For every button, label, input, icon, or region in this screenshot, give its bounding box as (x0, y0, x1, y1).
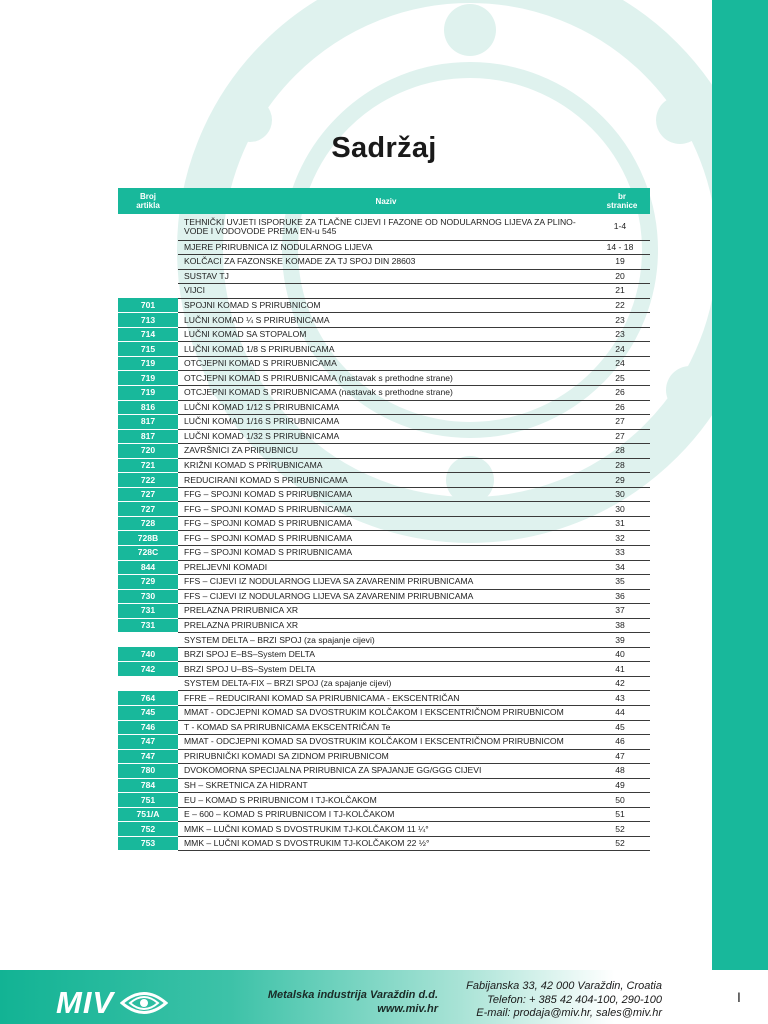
item-name-line: FFG – SPOJNI KOMAD S PRIRUBNICAMA (184, 503, 353, 514)
page-number: I (737, 989, 741, 1005)
article-number-cell: 740 (118, 647, 178, 662)
table-row[interactable] (118, 269, 650, 284)
article-number-cell (118, 633, 178, 648)
table-row[interactable] (118, 327, 650, 342)
item-name-cell (178, 720, 594, 735)
company-website[interactable]: www.miv.hr (377, 1003, 438, 1015)
item-name-cell (178, 502, 594, 517)
table-row[interactable] (118, 749, 650, 764)
page-number-cell: 24 (594, 356, 650, 371)
table-row[interactable] (118, 516, 650, 531)
item-name-line: LUČNI KOMAD SA STOPALOM (184, 329, 307, 340)
page-number-cell: 14 - 18 (594, 240, 650, 255)
item-name-cell (178, 836, 594, 851)
eye-logo-icon (120, 988, 168, 1018)
page-number-cell: 22 (594, 298, 650, 313)
item-name-cell (178, 676, 594, 691)
item-name-cell (178, 342, 594, 357)
item-name-cell (178, 516, 594, 531)
company-info (222, 988, 438, 1016)
item-name-cell (178, 764, 594, 779)
page-number-cell: 26 (594, 385, 650, 400)
item-name-cell (178, 214, 594, 240)
address-phone: Telefon: + 385 42 404-100, 290-100 (487, 993, 662, 1006)
header-article-number (118, 188, 178, 214)
item-name-cell (178, 662, 594, 677)
item-name-line: ZAVRŠNICI ZA PRIRUBNICU (184, 445, 298, 456)
item-name-cell (178, 531, 594, 546)
table-row[interactable] (118, 778, 650, 793)
item-name-line: SYSTEM DELTA – BRZI SPOJ (za spajanje cijevi) (184, 634, 375, 645)
item-name-cell (178, 545, 594, 560)
table-row[interactable] (118, 284, 650, 299)
item-name-cell (178, 589, 594, 604)
table-header-row (118, 188, 650, 214)
item-name-line: LUČNI KOMAD 1/12 S PRIRUBNICAMA (184, 401, 340, 412)
item-name-line: KOLČACI ZA FAZONSKE KOMADE ZA TJ SPOJ DIN 28603 (184, 256, 416, 267)
item-name-line: BRZI SPOJ U–BS–System DELTA (184, 663, 316, 674)
page-number-cell: 19 (594, 255, 650, 270)
article-number-cell: 742 (118, 662, 178, 677)
item-name-line: TEHNIČKI UVJETI ISPORUKE ZA TLAČNE CIJEVI I FAZONE OD NODULARNOG LIJEVA ZA PLINO- (184, 216, 576, 227)
item-name-line: OTCJEPNI KOMAD S PRIRUBNICAMA (nastavak s prethodne strane) (184, 372, 453, 383)
article-number-cell: 713 (118, 313, 178, 328)
page-number-cell: 50 (594, 793, 650, 808)
article-number-cell: 745 (118, 706, 178, 721)
contents-table-body (118, 214, 650, 851)
article-number-cell: 729 (118, 575, 178, 590)
table-row[interactable] (118, 444, 650, 459)
article-number-cell: 764 (118, 691, 178, 706)
item-name-cell (178, 604, 594, 619)
article-number-cell: 817 (118, 429, 178, 444)
page-number-cell: 33 (594, 545, 650, 560)
item-name-cell (178, 618, 594, 633)
table-row[interactable] (118, 720, 650, 735)
item-name-line: OTCJEPNI KOMAD S PRIRUBNICAMA (nastavak s prethodne strane) (184, 387, 453, 398)
page-number-cell: 52 (594, 822, 650, 837)
page-number-cell: 23 (594, 327, 650, 342)
page-number-cell: 45 (594, 720, 650, 735)
item-name-line: PRELAZNA PRIRUBNICA XR (184, 619, 299, 630)
item-name-cell (178, 647, 594, 662)
item-name-cell (178, 313, 594, 328)
table-row[interactable] (118, 589, 650, 604)
article-number-cell (118, 284, 178, 299)
page-number-cell: 47 (594, 749, 650, 764)
header-page (594, 188, 650, 214)
item-name-line: PRELAZNA PRIRUBNICA XR (184, 605, 299, 616)
article-number-cell: 730 (118, 589, 178, 604)
item-name-cell (178, 371, 594, 386)
item-name-line: LUČNI KOMAD 1/32 S PRIRUBNICAMA (184, 430, 340, 441)
table-row[interactable] (118, 764, 650, 779)
item-name-line: KRIŽNI KOMAD S PRIRUBNICAMA (184, 459, 323, 470)
item-name-cell (178, 575, 594, 590)
table-row[interactable] (118, 473, 650, 488)
article-number-cell: 722 (118, 473, 178, 488)
table-row[interactable] (118, 822, 650, 837)
article-number-cell: 752 (118, 822, 178, 837)
article-number-cell: 727 (118, 502, 178, 517)
item-name-cell (178, 429, 594, 444)
company-logo (56, 985, 168, 1021)
page-number-cell: 35 (594, 575, 650, 590)
item-name-line: FFS – CIJEVI IZ NODULARNOG LIJEVA SA ZAVARENIM PRIRUBNICAMA (184, 576, 474, 587)
article-number-cell: 780 (118, 764, 178, 779)
table-row[interactable] (118, 458, 650, 473)
company-address (440, 980, 662, 1021)
item-name-line: FFG – SPOJNI KOMAD S PRIRUBNICAMA (184, 489, 353, 500)
page-number-cell: 30 (594, 502, 650, 517)
table-row[interactable] (118, 356, 650, 371)
item-name-line: BRZI SPOJ E–BS–System DELTA (184, 649, 316, 660)
page-number-cell: 24 (594, 342, 650, 357)
table-row[interactable] (118, 502, 650, 517)
page-number-cell: 32 (594, 531, 650, 546)
page-number-cell: 34 (594, 560, 650, 575)
page-number-cell: 29 (594, 473, 650, 488)
item-name-line: PRELJEVNI KOMADI (184, 561, 268, 572)
item-name-line: OTCJEPNI KOMAD S PRIRUBNICAMA (184, 358, 337, 369)
article-number-cell: 746 (118, 720, 178, 735)
item-name-cell (178, 284, 594, 299)
item-name-line: EU – KOMAD S PRIRUBNICOM I TJ-KOLČAKOM (184, 794, 377, 805)
item-name-line: MMK – LUČNI KOMAD S DVOSTRUKIM TJ-KOLČAKOM 11 ¼° (184, 823, 429, 834)
page-number-cell: 46 (594, 735, 650, 750)
article-number-cell (118, 676, 178, 691)
header-article-number-line2: artikla (136, 201, 160, 210)
item-name-line: VODE I VODOVODE PREMA EN-u 545 (184, 225, 337, 236)
logo-text: MIV (56, 985, 115, 1020)
page-number-cell: 48 (594, 764, 650, 779)
table-row[interactable] (118, 214, 650, 240)
item-name-line: T - KOMAD SA PRIRUBNICAMA EKSCENTRIČAN Te (184, 721, 391, 732)
item-name-cell (178, 706, 594, 721)
article-number-cell (118, 240, 178, 255)
item-name-cell (178, 240, 594, 255)
article-number-cell: 714 (118, 327, 178, 342)
article-number-cell: 844 (118, 560, 178, 575)
page-number-cell: 49 (594, 778, 650, 793)
page-number-cell: 52 (594, 836, 650, 851)
page-number-cell: 37 (594, 604, 650, 619)
item-name-line: REDUCIRANI KOMAD S PRIRUBNICAMA (184, 474, 348, 485)
item-name-line: FFS – CIJEVI IZ NODULARNOG LIJEVA SA ZAVARENIM PRIRUBNICAMA (184, 590, 474, 601)
page-number-cell: 38 (594, 618, 650, 633)
page-number-cell: 1-4 (594, 214, 650, 240)
item-name-line: FFG – SPOJNI KOMAD S PRIRUBNICAMA (184, 532, 353, 543)
item-name-cell (178, 560, 594, 575)
item-name-cell (178, 633, 594, 648)
item-name-cell (178, 778, 594, 793)
article-number-cell: 747 (118, 749, 178, 764)
item-name-cell (178, 356, 594, 371)
item-name-line: PRIRUBNIČKI KOMADI SA ZIDNOM PRIRUBNICOM (184, 750, 389, 761)
table-row[interactable] (118, 662, 650, 677)
table-row[interactable] (118, 415, 650, 430)
table-row[interactable] (118, 342, 650, 357)
article-number-cell: 715 (118, 342, 178, 357)
table-row[interactable] (118, 647, 650, 662)
item-name-cell (178, 255, 594, 270)
item-name-line: SYSTEM DELTA-FIX – BRZI SPOJ (za spajanje cijevi) (184, 678, 392, 689)
table-row[interactable] (118, 560, 650, 575)
article-number-cell: 817 (118, 415, 178, 430)
company-name: Metalska industrija Varaždin d.d. (267, 989, 438, 1001)
table-row[interactable] (118, 793, 650, 808)
page-number-cell: 27 (594, 415, 650, 430)
item-name-cell (178, 444, 594, 459)
page-number-cell: 28 (594, 458, 650, 473)
article-number-cell: 727 (118, 487, 178, 502)
header-name: Naziv (178, 188, 594, 214)
table-row[interactable] (118, 298, 650, 313)
table-row[interactable] (118, 255, 650, 270)
item-name-line: DVOKOMORNA SPECIJALNA PRIRUBNICA ZA SPAJANJE GG/GGG CIJEVI (184, 765, 482, 776)
header-article-number-line1: Broj (140, 192, 156, 201)
table-row[interactable] (118, 706, 650, 721)
article-number-cell: 728 (118, 516, 178, 531)
article-number-cell (118, 214, 178, 240)
article-number-cell: 728B (118, 531, 178, 546)
item-name-line: FFG – SPOJNI KOMAD S PRIRUBNICAMA (184, 547, 353, 558)
table-row[interactable] (118, 240, 650, 255)
item-name-cell (178, 473, 594, 488)
item-name-cell (178, 793, 594, 808)
item-name-line: FFG – SPOJNI KOMAD S PRIRUBNICAMA (184, 518, 353, 529)
item-name-cell (178, 822, 594, 837)
item-name-line: SPOJNI KOMAD S PRIRUBNICOM (184, 299, 321, 310)
table-row[interactable] (118, 429, 650, 444)
page-number-cell: 44 (594, 706, 650, 721)
page-title: Sadržaj (331, 132, 437, 164)
table-row[interactable] (118, 633, 650, 648)
table-row[interactable] (118, 400, 650, 415)
item-name-cell (178, 415, 594, 430)
table-row[interactable] (118, 313, 650, 328)
page-number-cell: 21 (594, 284, 650, 299)
table-row[interactable] (118, 836, 650, 851)
article-number-cell: 731 (118, 604, 178, 619)
page-number-cell: 30 (594, 487, 650, 502)
article-number-cell (118, 269, 178, 284)
item-name-line: FFRE – REDUCIRANI KOMAD SA PRIRUBNICAMA - EKSCENTRIČAN (184, 692, 460, 703)
article-number-cell: 719 (118, 371, 178, 386)
page-number-cell: 43 (594, 691, 650, 706)
item-name-cell (178, 269, 594, 284)
table-row[interactable] (118, 531, 650, 546)
table-row[interactable] (118, 604, 650, 619)
item-name-line: SUSTAV TJ (184, 270, 229, 281)
table-row[interactable] (118, 691, 650, 706)
item-name-line: LUČNI KOMAD 1/16 S PRIRUBNICAMA (184, 416, 340, 427)
article-number-cell: 721 (118, 458, 178, 473)
item-name-line: VIJCI (184, 285, 206, 296)
article-number-cell: 751 (118, 793, 178, 808)
item-name-cell (178, 749, 594, 764)
article-number-cell: 816 (118, 400, 178, 415)
table-row[interactable] (118, 807, 650, 822)
article-number-cell: 719 (118, 356, 178, 371)
page-number-cell: 36 (594, 589, 650, 604)
article-number-cell: 701 (118, 298, 178, 313)
item-name-cell (178, 807, 594, 822)
table-row[interactable] (118, 371, 650, 386)
table-row[interactable] (118, 487, 650, 502)
item-name-cell (178, 327, 594, 342)
item-name-line: E – 600 – KOMAD S PRIRUBNICOM I TJ-KOLČAKOM (184, 809, 395, 820)
page-number-cell: 25 (594, 371, 650, 386)
item-name-cell (178, 458, 594, 473)
page-number-cell: 28 (594, 444, 650, 459)
article-number-cell: 731 (118, 618, 178, 633)
article-number-cell: 747 (118, 735, 178, 750)
table-row[interactable] (118, 676, 650, 691)
article-number-cell: 719 (118, 385, 178, 400)
page-number-cell: 26 (594, 400, 650, 415)
item-name-line: LUČNI KOMAD ¼ S PRIRUBNICAMA (184, 314, 330, 325)
item-name-line: MMK – LUČNI KOMAD S DVOSTRUKIM TJ-KOLČAKOM 22 ½° (184, 838, 430, 849)
page-number-cell: 27 (594, 429, 650, 444)
item-name-line: MMAT - ODCJEPNI KOMAD SA DVOSTRUKIM KOLČAKOM I EKSCENTRIČNOM PRIRUBNICOM (184, 736, 564, 747)
address-street: Fabijanska 33, 42 000 Varaždin, Croatia (466, 980, 662, 992)
contents-table (118, 188, 650, 851)
item-name-line: MJERE PRIRUBNICA IZ NODULARNOG LIJEVA (184, 241, 373, 252)
article-number-cell (118, 255, 178, 270)
item-name-line: SH – SKRETNICA ZA HIDRANT (184, 780, 308, 790)
page-number-cell: 41 (594, 662, 650, 677)
page-number-cell: 20 (594, 269, 650, 284)
page-number-cell: 42 (594, 676, 650, 691)
item-name-cell (178, 298, 594, 313)
page-number-cell: 39 (594, 633, 650, 648)
article-number-cell: 728C (118, 545, 178, 560)
header-page-line2: stranice (606, 201, 638, 210)
item-name-cell (178, 385, 594, 400)
page-number-cell: 51 (594, 807, 650, 822)
article-number-cell: 753 (118, 836, 178, 851)
table-row[interactable] (118, 545, 650, 560)
item-name-cell (178, 735, 594, 750)
article-number-cell: 784 (118, 778, 178, 793)
item-name-cell (178, 400, 594, 415)
item-name-line: MMAT - ODCJEPNI KOMAD SA DVOSTRUKIM KOLČAKOM I EKSCENTRIČNOM PRIRUBNICOM (184, 707, 564, 718)
page-number-cell: 31 (594, 516, 650, 531)
page-number-cell: 40 (594, 647, 650, 662)
table-row[interactable] (118, 385, 650, 400)
page-number-cell: 23 (594, 313, 650, 328)
item-name-cell (178, 487, 594, 502)
item-name-cell (178, 691, 594, 706)
table-row[interactable] (118, 735, 650, 750)
article-number-cell: 720 (118, 444, 178, 459)
article-number-cell: 751/A (118, 807, 178, 822)
item-name-line: LUČNI KOMAD 1/8 S PRIRUBNICAMA (184, 343, 335, 354)
table-row[interactable] (118, 575, 650, 590)
address-email[interactable]: E-mail: prodaja@miv.hr, sales@miv.hr (476, 1007, 662, 1019)
header-page-line1: br (618, 192, 626, 201)
table-row[interactable] (118, 618, 650, 633)
